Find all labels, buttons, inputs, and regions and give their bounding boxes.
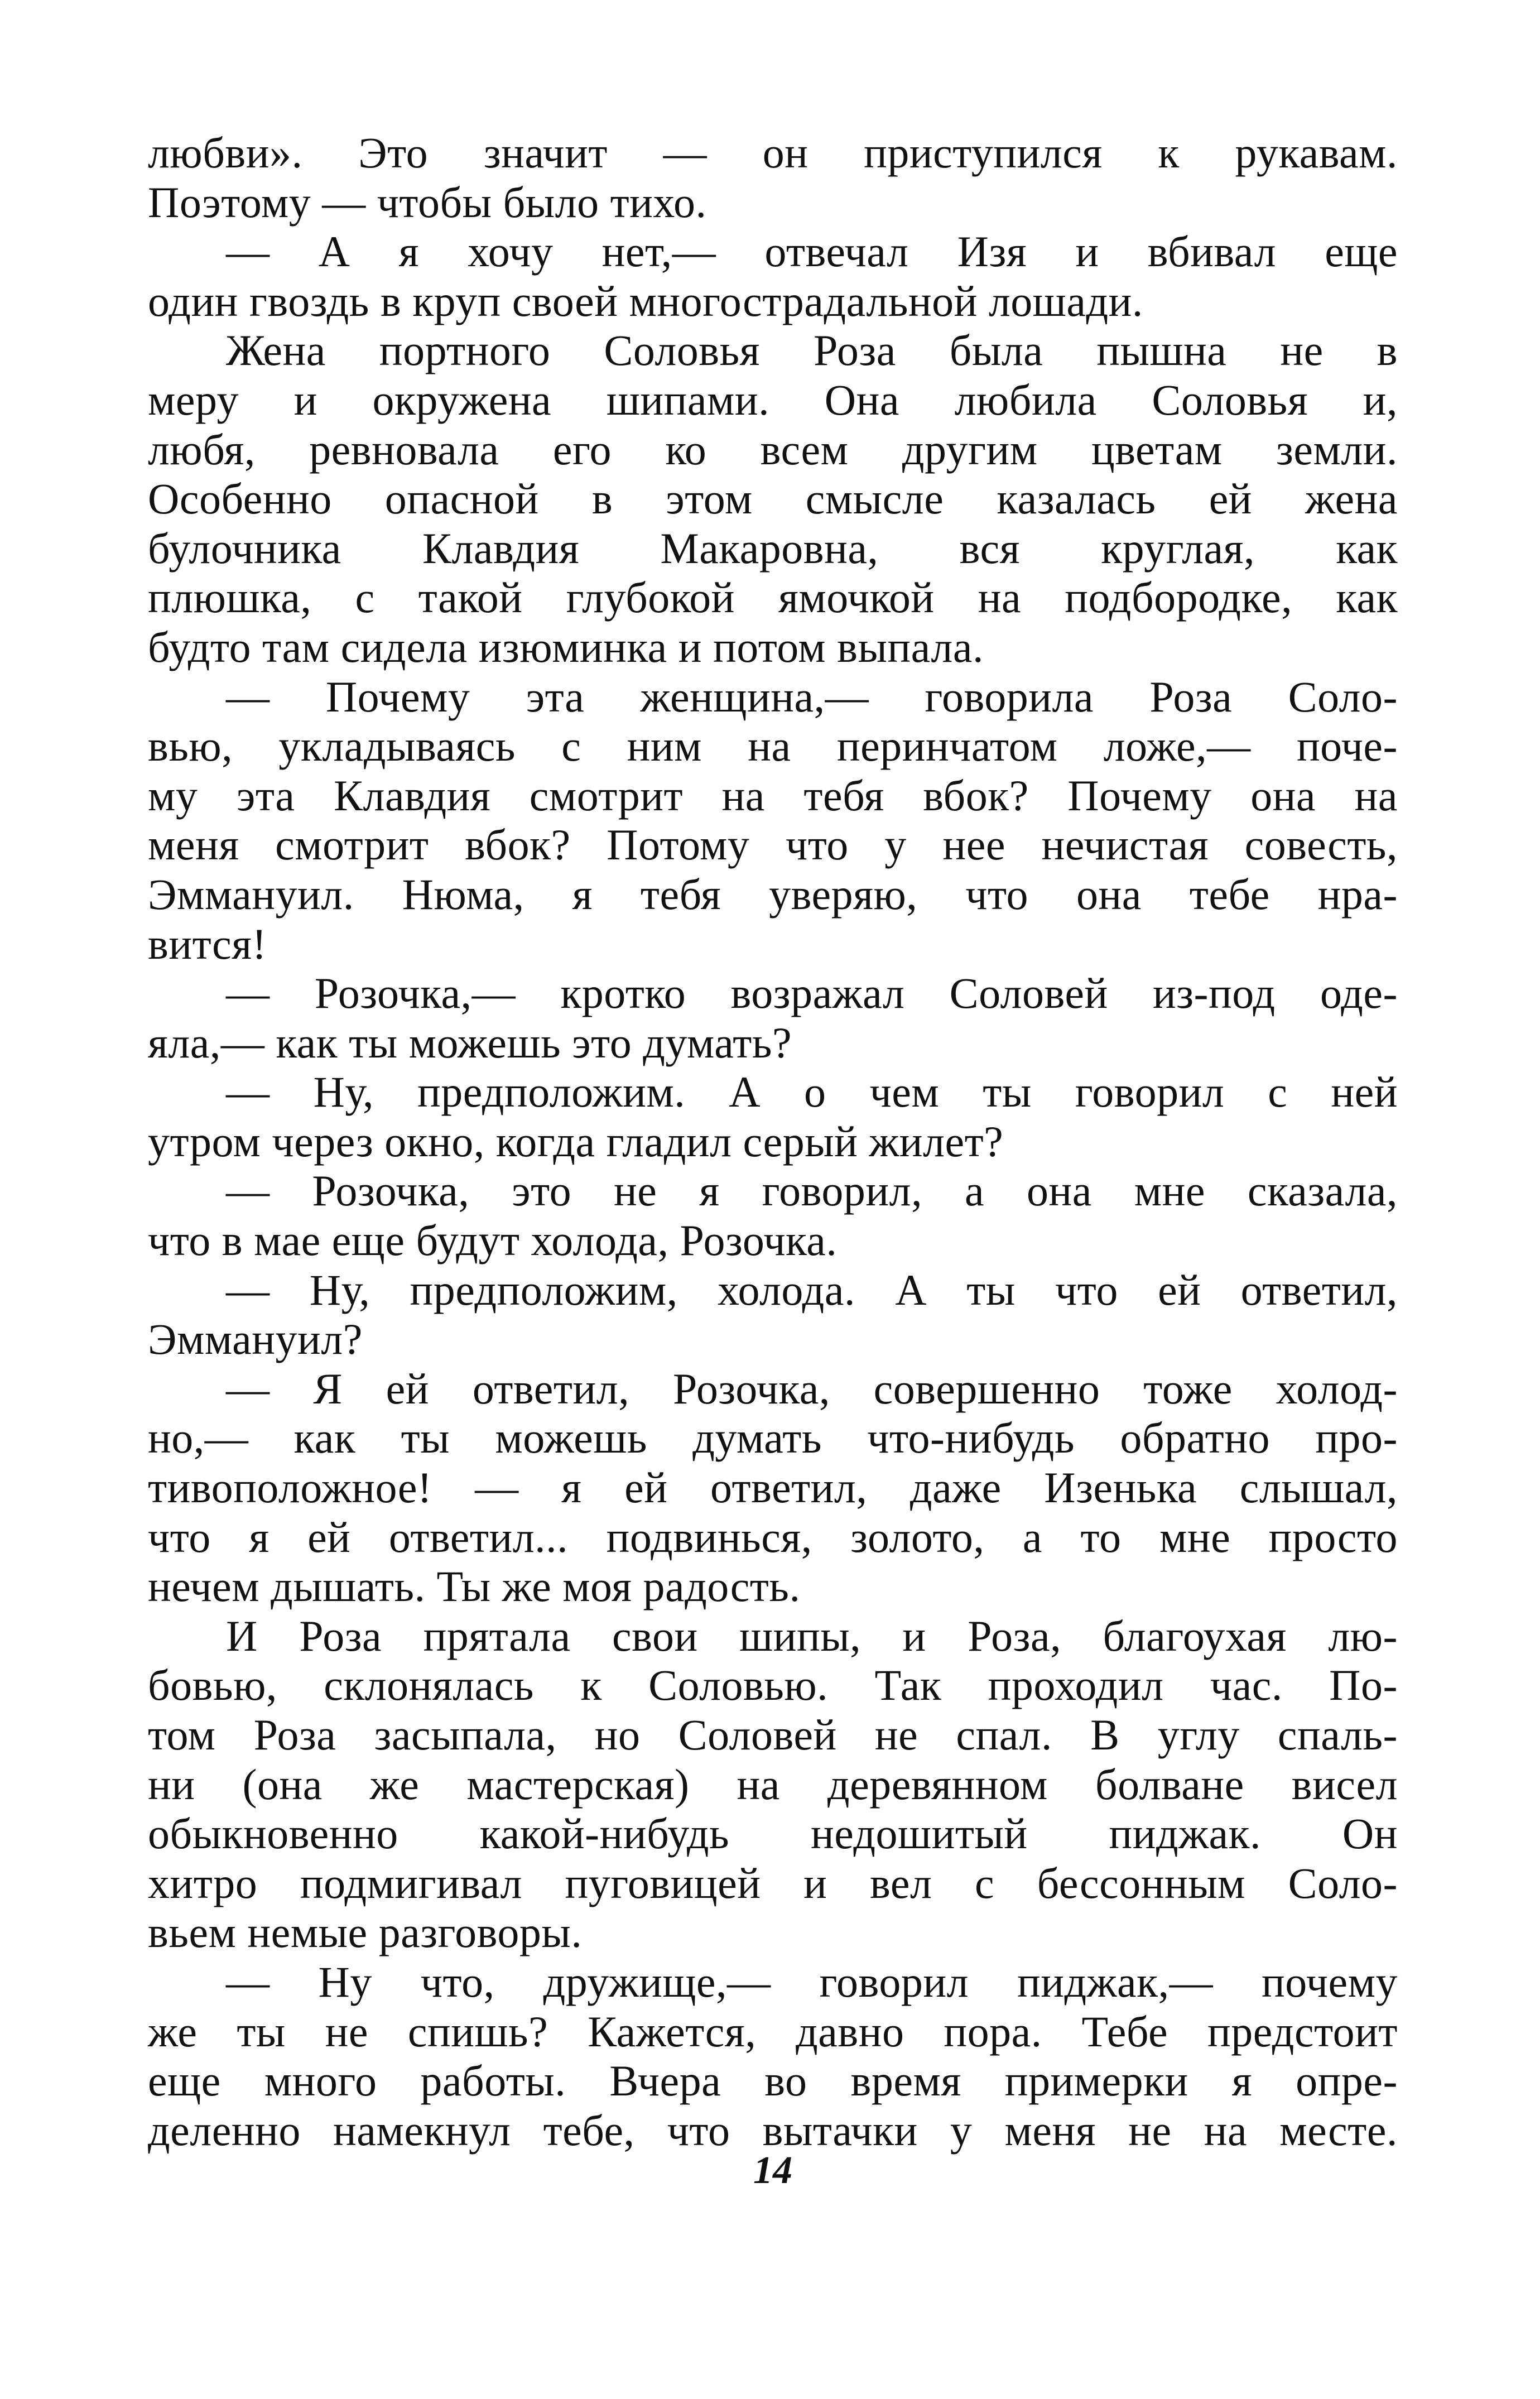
text-line: деленно намекнул тебе, что вытачки у меня не на месте. <box>148 2105 1398 2155</box>
text-line: бовью, склонялась к Соловью. Так проходил час. По- <box>148 1661 1398 1710</box>
text-line: Поэтому — чтобы было тихо. <box>148 177 707 227</box>
text-line: любви». Это значит — он приступился к рукавам. <box>148 128 1398 177</box>
text-line: же ты не спишь? Кажется, давно пора. Тебе предстоит <box>148 2007 1398 2056</box>
text-line: что в мае еще будут холода, Розочка. <box>148 1216 838 1265</box>
text-line: вится! <box>148 919 267 968</box>
text-line: будто там сидела изюминка и потом выпала. <box>148 622 984 671</box>
text-line: ни (она же мастерская) на деревянном болване висел <box>148 1759 1398 1809</box>
book-page <box>148 128 1398 2333</box>
text-line: один гвоздь в круп своей многострадальной лошади. <box>148 276 1143 325</box>
text-line: — Розочка,— кротко возражал Соловей из-под оде- <box>226 969 1398 1018</box>
text-line: Эммануил? <box>148 1315 363 1364</box>
text-line: — Розочка, это не я говорил, а она мне сказала, <box>226 1166 1398 1215</box>
text-line: обыкновенно какой-нибудь недошитый пиджак. Он <box>148 1809 1398 1858</box>
text-line: — Я ей ответил, Розочка, совершенно тоже холод- <box>226 1364 1398 1413</box>
text-line: утром через окно, когда гладил серый жилет? <box>148 1117 1004 1166</box>
text-line: том Роза засыпала, но Соловей не спал. В углу спаль- <box>148 1710 1398 1759</box>
text-line: — Почему эта женщина,— говорила Роза Соло- <box>226 672 1398 721</box>
text-line: вью, укладываясь с ним на перинчатом ложе,— поче- <box>148 722 1398 771</box>
text-line: булочника Клавдия Макаровна, вся круглая, как <box>148 523 1398 573</box>
text-line: — Ну что, дружище,— говорил пиджак,— почему <box>226 1957 1398 2006</box>
text-line: Особенно опасной в этом смысле казалась ей жена <box>148 474 1398 523</box>
text-line: что я ей ответил... подвинься, золото, а то мне просто <box>148 1512 1398 1561</box>
page-number: 14 <box>753 2149 792 2192</box>
text-line: меня смотрит вбок? Потому что у нее нечистая совесть, <box>148 820 1398 869</box>
text-line: вьем немые разговоры. <box>148 1908 583 1957</box>
text-line: И Роза прятала свои шипы, и Роза, благоухая лю- <box>226 1611 1398 1660</box>
text-line: еще много работы. Вчера во время примерки я опре- <box>148 2056 1398 2105</box>
text-line: — А я хочу нет,— отвечал Изя и вбивал еще <box>226 227 1398 276</box>
text-line: хитро подмигивал пуговицей и вел с бессонным Соло- <box>148 1858 1398 1907</box>
text-line: но,— как ты можешь думать что-нибудь обратно про- <box>148 1414 1398 1463</box>
text-line: му эта Клавдия смотрит на тебя вбок? Почему она на <box>148 771 1398 820</box>
text-line: любя, ревновала его ко всем другим цветам земли. <box>148 425 1398 474</box>
text-line: Жена портного Соловья Роза была пышна не в <box>226 326 1398 375</box>
body-text <box>148 128 1398 2155</box>
text-line: — Ну, предположим. А о чем ты говорил с ней <box>226 1068 1398 1117</box>
text-line: плюшка, с такой глубокой ямочкой на подбородке, как <box>148 573 1398 622</box>
text-line: — Ну, предположим, холода. А ты что ей ответил, <box>226 1265 1398 1314</box>
text-line: Эммануил. Нюма, я тебя уверяю, что она тебе нра- <box>148 869 1398 919</box>
text-line: нечем дышать. Ты же моя радость. <box>148 1562 801 1611</box>
text-line: яла,— как ты можешь это думать? <box>148 1018 792 1067</box>
text-line: тивоположное! — я ей ответил, даже Изенька слышал, <box>148 1463 1398 1512</box>
text-line: меру и окружена шипами. Она любила Соловья и, <box>148 375 1398 424</box>
